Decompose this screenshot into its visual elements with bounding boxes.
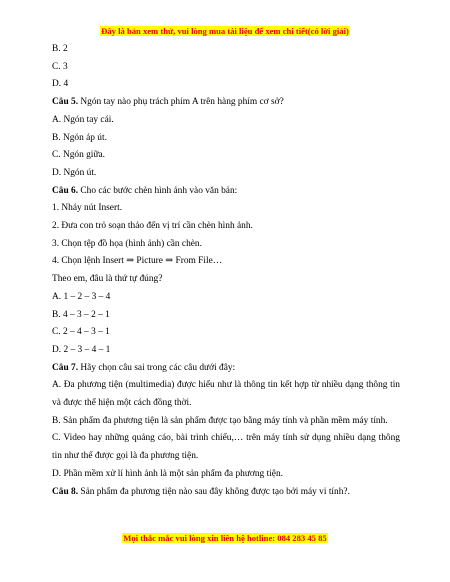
line-text: D. 4: [52, 79, 69, 90]
question-line: [52, 484, 400, 502]
preview-notice-text: Đây là bản xem thử, vui lòng mua tài liệu để xem chi tiết(có lời giải): [101, 26, 349, 36]
question-number: Câu 8.: [52, 486, 79, 497]
line-text: A. Đa phương tiện (multimedia) được hiểu như là thông tin kết hợp từ nhiều dạng thông tin và được thể hiện một cách đồng thời.: [52, 380, 400, 409]
line-text: 4. Chọn lệnh Insert ⇒ Picture ⇒ From File…: [52, 256, 223, 267]
hotline-text: Mọi thắc mắc vui lòng xin liên hệ hotline: 084 283 45 85: [123, 533, 327, 543]
hotline-banner: [0, 533, 450, 543]
line-text: C. 2 – 4 – 3 – 1: [52, 327, 110, 338]
text-line: [52, 165, 400, 183]
text-line: [52, 377, 400, 412]
preview-notice-banner: [0, 26, 450, 36]
text-line: [52, 236, 400, 254]
line-text: 2. Đưa con trỏ soạn thảo đến vị trí cần chèn hình ảnh.: [52, 221, 253, 232]
question-line: [52, 94, 400, 112]
text-line: [52, 413, 400, 431]
text-line: [52, 324, 400, 342]
document-body: [52, 41, 400, 501]
text-line: [52, 253, 400, 271]
text-line: [52, 218, 400, 236]
question-line: [52, 183, 400, 201]
line-text: 1. Nháy nút Insert.: [52, 203, 123, 214]
line-text: Hãy chọn câu sai trong các câu dưới đây:: [78, 362, 236, 373]
line-text: A. 1 – 2 – 3 – 4: [52, 291, 111, 302]
text-line: [52, 147, 400, 165]
line-text: 3. Chọn tệp đồ họa (hình ảnh) cần chèn.: [52, 238, 202, 249]
question-number: Câu 6.: [52, 185, 79, 196]
text-line: [52, 342, 400, 360]
text-line: [52, 430, 400, 465]
line-text: Theo em, đâu là thứ tự đúng?: [52, 274, 163, 285]
text-line: [52, 200, 400, 218]
text-line: [52, 59, 400, 77]
text-line: [52, 289, 400, 307]
text-line: [52, 41, 400, 59]
text-line: [52, 130, 400, 148]
line-text: D. Phần mềm xử lí hình ảnh là một sản phẩm đa phương tiện.: [52, 468, 283, 479]
line-text: C. 3: [52, 61, 68, 72]
question-number: Câu 5.: [52, 97, 79, 108]
line-text: D. Ngón út.: [52, 167, 97, 178]
text-line: [52, 466, 400, 484]
text-line: [52, 307, 400, 325]
line-text: B. Sản phẩm đa phương tiện là sản phẩm được tạo bằng máy tính và phần mềm máy tính.: [52, 415, 388, 426]
line-text: C. Video hay những quảng cáo, bài trình chiếu,… trên máy tính sử dụng nhiều dạng thông tin như thế được gọi là đa phương tiện.: [52, 433, 400, 462]
text-line: [52, 271, 400, 289]
line-text: Sản phẩm đa phương tiện nào sau đây không được tạo bởi máy vi tính?.: [78, 486, 350, 497]
line-text: B. 4 – 3 – 2 – 1: [52, 309, 110, 320]
text-line: [52, 112, 400, 130]
line-text: Cho các bước chèn hình ảnh vào văn bản:: [78, 185, 238, 196]
line-text: D. 2 – 3 – 4 – 1: [52, 344, 111, 355]
question-line: [52, 360, 400, 378]
line-text: C. Ngón giữa.: [52, 150, 105, 161]
question-number: Câu 7.: [52, 362, 79, 373]
line-text: A. Ngón tay cái.: [52, 114, 114, 125]
line-text: B. 2: [52, 44, 68, 54]
line-text: Ngón tay nào phụ trách phím A trên hàng phím cơ sở?: [78, 97, 284, 108]
text-line: [52, 76, 400, 94]
line-text: B. Ngón áp út.: [52, 132, 107, 143]
